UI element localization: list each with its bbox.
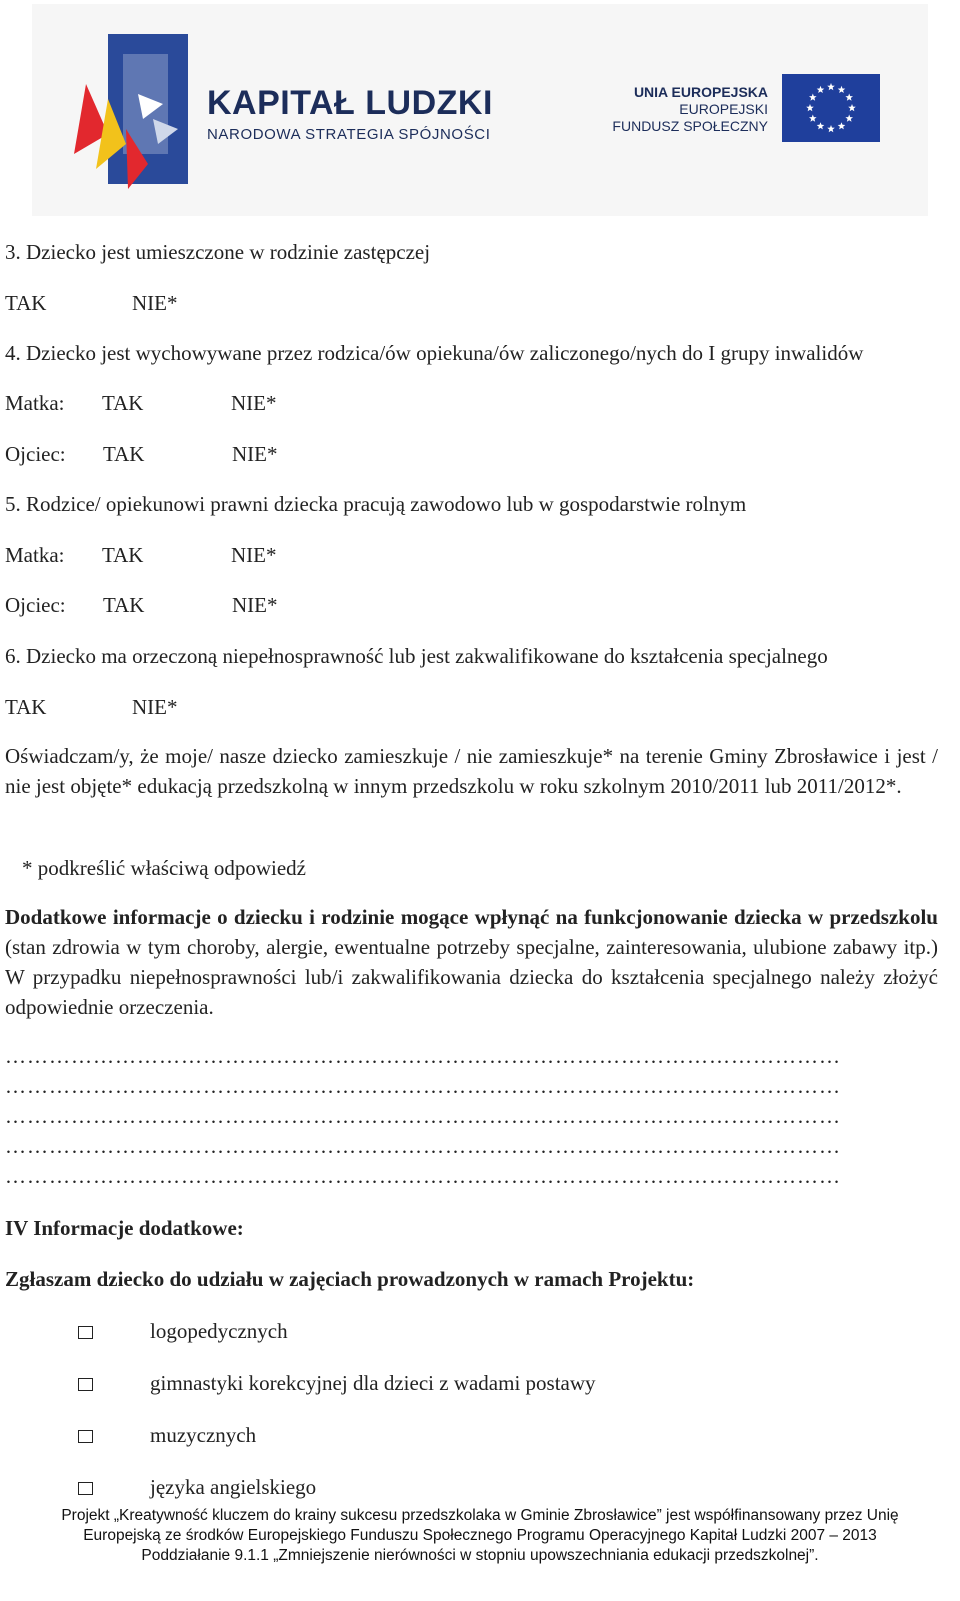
footer-line-3: Poddziałanie 9.1.1 „Zmniejszenie nierówności w stopniu upowszechniania edukacji przedszkolnej”.: [141, 1547, 819, 1564]
dotted-line[interactable]: ……………………………………………………………………………………………………: [5, 1164, 841, 1188]
q5-father-label: Ojciec:: [5, 593, 66, 617]
question-5: 5. Rodzice/ opiekunowi prawni dziecka pracują zawodowo lub w gospodarstwie rolnym: [5, 492, 747, 516]
q4-father-row: [5, 442, 325, 466]
eu-flag-icon: [782, 74, 880, 142]
option-label: gimnastyki korekcyjnej dla dzieci z wadami postawy: [150, 1371, 596, 1395]
q6-no[interactable]: NIE*: [132, 695, 178, 719]
option-label: muzycznych: [150, 1423, 257, 1447]
dotted-line[interactable]: ……………………………………………………………………………………………………: [5, 1134, 841, 1158]
header-banner: [32, 4, 928, 216]
q5-father-yes[interactable]: TAK: [103, 593, 145, 617]
q4-mother-yes[interactable]: TAK: [102, 391, 144, 415]
eu-line-1: UNIA EUROPEJSKA: [633, 84, 768, 100]
eu-line-3: FUNDUSZ SPOŁECZNY: [612, 118, 768, 134]
footer-line-2: Europejską ze środków Europejskiego Funduszu Społecznego Programu Operacyjnego Kapitał Ludzki 2007 – 2013: [83, 1527, 877, 1544]
logo-subtitle: NARODOWA STRATEGIA SPÓJNOŚCI: [207, 126, 491, 143]
question-6: 6. Dziecko ma orzeczoną niepełnosprawność lub jest zakwalifikowane do kształcenia specjalnego: [5, 644, 828, 668]
declaration-text: Oświadczam/y, że moje/ nasze dziecko zamieszkuje / nie zamieszkuje* na terenie Gminy Zbrosławice i jest / nie jest objęte* edukacją przedszkolną w innym przedszkolu w roku szkolnym 2010/2011 lub 2011/2012*.: [5, 744, 938, 798]
additional-info-heading: Dodatkowe informacje o dziecku i rodzinie mogące wpłynąć na funkcjonowanie dziecka w przedszkolu: [5, 905, 938, 929]
section-iv-subheading: Zgłaszam dziecko do udziału w zajęciach prowadzonych w ramach Projektu:: [5, 1267, 695, 1291]
checkbox-english[interactable]: [78, 1482, 93, 1495]
q4-mother-no[interactable]: NIE*: [231, 391, 277, 415]
checkbox-gymnastics[interactable]: [78, 1378, 93, 1391]
q5-mother-row: [5, 543, 325, 567]
question-3: 3. Dziecko jest umieszczone w rodzinie zastępczej: [5, 240, 431, 264]
option-label: logopedycznych: [150, 1319, 288, 1343]
q4-mother-row: [5, 391, 325, 415]
q6-yes[interactable]: TAK: [5, 695, 47, 719]
q4-mother-label: Matka:: [5, 391, 65, 415]
q4-father-yes[interactable]: TAK: [103, 442, 145, 466]
option-row: [0, 1423, 700, 1453]
logo-title: KAPITAŁ LUDZKI: [207, 84, 493, 122]
q5-mother-label: Matka:: [5, 543, 65, 567]
dotted-line[interactable]: ……………………………………………………………………………………………………: [5, 1104, 841, 1128]
additional-info-text: [5, 902, 938, 1022]
q3-answers: [5, 291, 305, 315]
q4-father-no[interactable]: NIE*: [232, 442, 278, 466]
q3-no[interactable]: NIE*: [132, 291, 178, 315]
checkbox-music[interactable]: [78, 1430, 93, 1443]
q5-mother-no[interactable]: NIE*: [231, 543, 277, 567]
option-row: [0, 1319, 700, 1349]
footer-line-1: Projekt „Kreatywność kluczem do krainy sukcesu przedszkolaka w Gminie Zbrosławice” jest współfinansowany przez Unię: [61, 1507, 899, 1524]
option-label: języka angielskiego: [150, 1475, 317, 1499]
section-iv-heading: IV Informacje dodatkowe:: [5, 1216, 244, 1240]
footnote-underline: * podkreślić właściwą odpowiedź: [22, 856, 307, 880]
q4-father-label: Ojciec:: [5, 442, 66, 466]
eu-line-2: EUROPEJSKI: [679, 101, 768, 117]
dotted-line[interactable]: ……………………………………………………………………………………………………: [5, 1074, 841, 1098]
page-footer: [0, 1506, 960, 1566]
kapital-ludzki-logo: [68, 24, 218, 194]
q5-father-row: [5, 593, 325, 617]
option-row: [0, 1475, 700, 1505]
q6-answers: [5, 695, 305, 719]
additional-info-body: (stan zdrowia w tym choroby, alergie, ewentualne potrzeby specjalne, zainteresowania, ulubione zabawy itp.) W przypadku niepełnosprawności lub/i zakwalifikowania dziecka do kształcenia specjalnego należy złożyć odpowiednie orzeczenia.: [5, 935, 938, 1019]
dotted-line[interactable]: ……………………………………………………………………………………………………: [5, 1044, 841, 1068]
option-row: [0, 1371, 700, 1401]
question-4: 4. Dziecko jest wychowywane przez rodzica/ów opiekuna/ów zaliczonego/nych do I grupy inwalidów: [5, 341, 864, 365]
q5-mother-yes[interactable]: TAK: [102, 543, 144, 567]
q5-father-no[interactable]: NIE*: [232, 593, 278, 617]
eu-text: [608, 84, 768, 135]
q3-yes[interactable]: TAK: [5, 291, 47, 315]
checkbox-logopedic[interactable]: [78, 1326, 93, 1339]
